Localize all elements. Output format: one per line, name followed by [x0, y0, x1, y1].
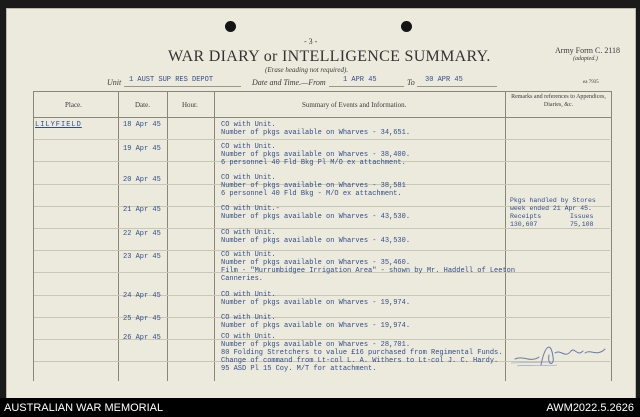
- entry-line: Change of command from Lt-col L. A. Withers to Lt-col J. C. Hardy.: [221, 357, 499, 365]
- remarks-line: week ended 21 Apr 45.: [510, 205, 592, 212]
- date-time-label: Date and Time.—From: [252, 78, 326, 87]
- place-date-divider: [118, 91, 119, 381]
- war-diary-page: [6, 8, 636, 400]
- footer-reference: AWM2022.5.2626: [546, 402, 634, 414]
- page-title: WAR DIARY or INTELLIGENCE SUMMARY.: [168, 48, 491, 65]
- receipts-label: Receipts: [510, 213, 542, 220]
- summary-remarks-divider: [505, 91, 506, 381]
- to-label: To: [407, 78, 415, 87]
- form-note: (adapted.): [573, 56, 598, 62]
- to-date: 30 APR 45: [425, 76, 463, 84]
- header-rule: [33, 117, 611, 118]
- page-number: - 3 -: [304, 37, 318, 46]
- entry-line: 6 personnel 40 Fld Bkg - M/O ex attachment.: [221, 190, 402, 198]
- punch-hole: [225, 21, 236, 32]
- signature: [511, 335, 611, 369]
- receipts-value: 130,607: [510, 221, 538, 228]
- entry-date: 24 Apr 45: [123, 292, 161, 300]
- date-hour-divider: [167, 91, 168, 381]
- table-left-rule: [33, 91, 34, 381]
- column-header-date: Date.: [135, 101, 150, 109]
- entry-line: 6 personnel 40 Fld Bkg Pl M/O ex attachment.: [221, 159, 406, 167]
- entry-line: CO with Unit.-: [221, 205, 280, 213]
- entry-line: Number of pkgs available on Wharves - 19,974.: [221, 322, 411, 330]
- ruled-line: [34, 228, 610, 229]
- entry-date: 20 Apr 45: [123, 176, 161, 184]
- entry-line: 80 Folding Stretchers to value £16 purchased from Regimental Funds.: [221, 349, 503, 357]
- ruled-line: [34, 139, 610, 140]
- place-name: LILYFIELD: [35, 121, 82, 129]
- entry-line: Number of pkgs available on Wharves - 28,701.: [221, 341, 411, 349]
- table-top-rule: [33, 91, 611, 92]
- table-right-rule: [611, 91, 612, 381]
- issues-label: Issues: [570, 213, 594, 220]
- entry-line: CO with Unit.: [221, 229, 276, 237]
- footer-source: AUSTRALIAN WAR MEMORIAL: [4, 402, 164, 414]
- from-date: 1 APR 45: [343, 76, 377, 84]
- entry-date: 25 Apr 45: [123, 315, 161, 323]
- entry-date: 23 Apr 45: [123, 253, 161, 261]
- entry-date: 22 Apr 45: [123, 230, 161, 238]
- entry-line: Number of pkgs available on Wharves - 43,530.: [221, 237, 411, 245]
- entry-line: Number of pkgs available on Wharves - 19,974.: [221, 299, 411, 307]
- punch-hole: [401, 21, 412, 32]
- column-header-hour: Hour.: [182, 101, 198, 109]
- subtitle: (Erase heading not required).: [265, 66, 349, 74]
- entry-line: 95 ASD Pl 15 Coy. M/T for attachment.: [221, 365, 377, 373]
- hour-summary-divider: [214, 91, 215, 381]
- entry-date: 26 Apr 45: [123, 334, 161, 342]
- column-header-summary: Summary of Events and Information.: [302, 101, 407, 109]
- entry-date: 21 Apr 45: [123, 206, 161, 214]
- entry-line: Film - "Murrumbidgee Irrigation Area" - shown by Mr. Haddell of Leeton: [221, 267, 516, 275]
- form-code: ea 7935: [583, 80, 599, 85]
- entry-line: CO with Unit.: [221, 121, 276, 129]
- entry-line: Canneries.: [221, 275, 264, 283]
- entry-line: CO with Unit.: [221, 291, 276, 299]
- entry-line: CO with Unit.: [221, 174, 276, 182]
- unit-value: 1 AUST SUP RES DEPOT: [129, 76, 214, 84]
- to-underline: [417, 86, 497, 87]
- unit-underline: [124, 86, 241, 87]
- remarks-line: Pkgs handled by Stores: [510, 197, 596, 204]
- entry-line: CO with Unit.: [221, 333, 276, 341]
- ruled-line: [34, 317, 610, 318]
- entry-line: Number of pkgs available on Wharves - 38,400.: [221, 151, 411, 159]
- entry-line: Number of pkgs available on Wharves - 43,530.: [221, 213, 411, 221]
- entry-line: Number of pkgs available on Wharves - 35,460.: [221, 259, 411, 267]
- entry-date: 18 Apr 45: [123, 121, 161, 129]
- entry-line: CO with Unit.: [221, 251, 276, 259]
- ruled-line: [34, 295, 610, 296]
- column-header-place: Place.: [65, 101, 82, 109]
- form-label: Army Form C. 2118: [555, 46, 621, 55]
- column-header-remarks: Remarks and references to Appendices, Diaries, &c.: [511, 94, 606, 108]
- from-underline: [329, 86, 404, 87]
- entry-line: Number of pkgs available on Wharves - 38,581: [221, 182, 406, 190]
- entry-line: Number of pkgs available on Wharves - 34,651.: [221, 129, 411, 137]
- entry-date: 19 Apr 45: [123, 145, 161, 153]
- ruled-line: [34, 250, 610, 251]
- entry-line: CO with Unit.: [221, 314, 276, 322]
- issues-value: 75,108: [570, 221, 594, 228]
- entry-line: CO with Unit.: [221, 143, 276, 151]
- unit-label: Unit: [107, 78, 122, 87]
